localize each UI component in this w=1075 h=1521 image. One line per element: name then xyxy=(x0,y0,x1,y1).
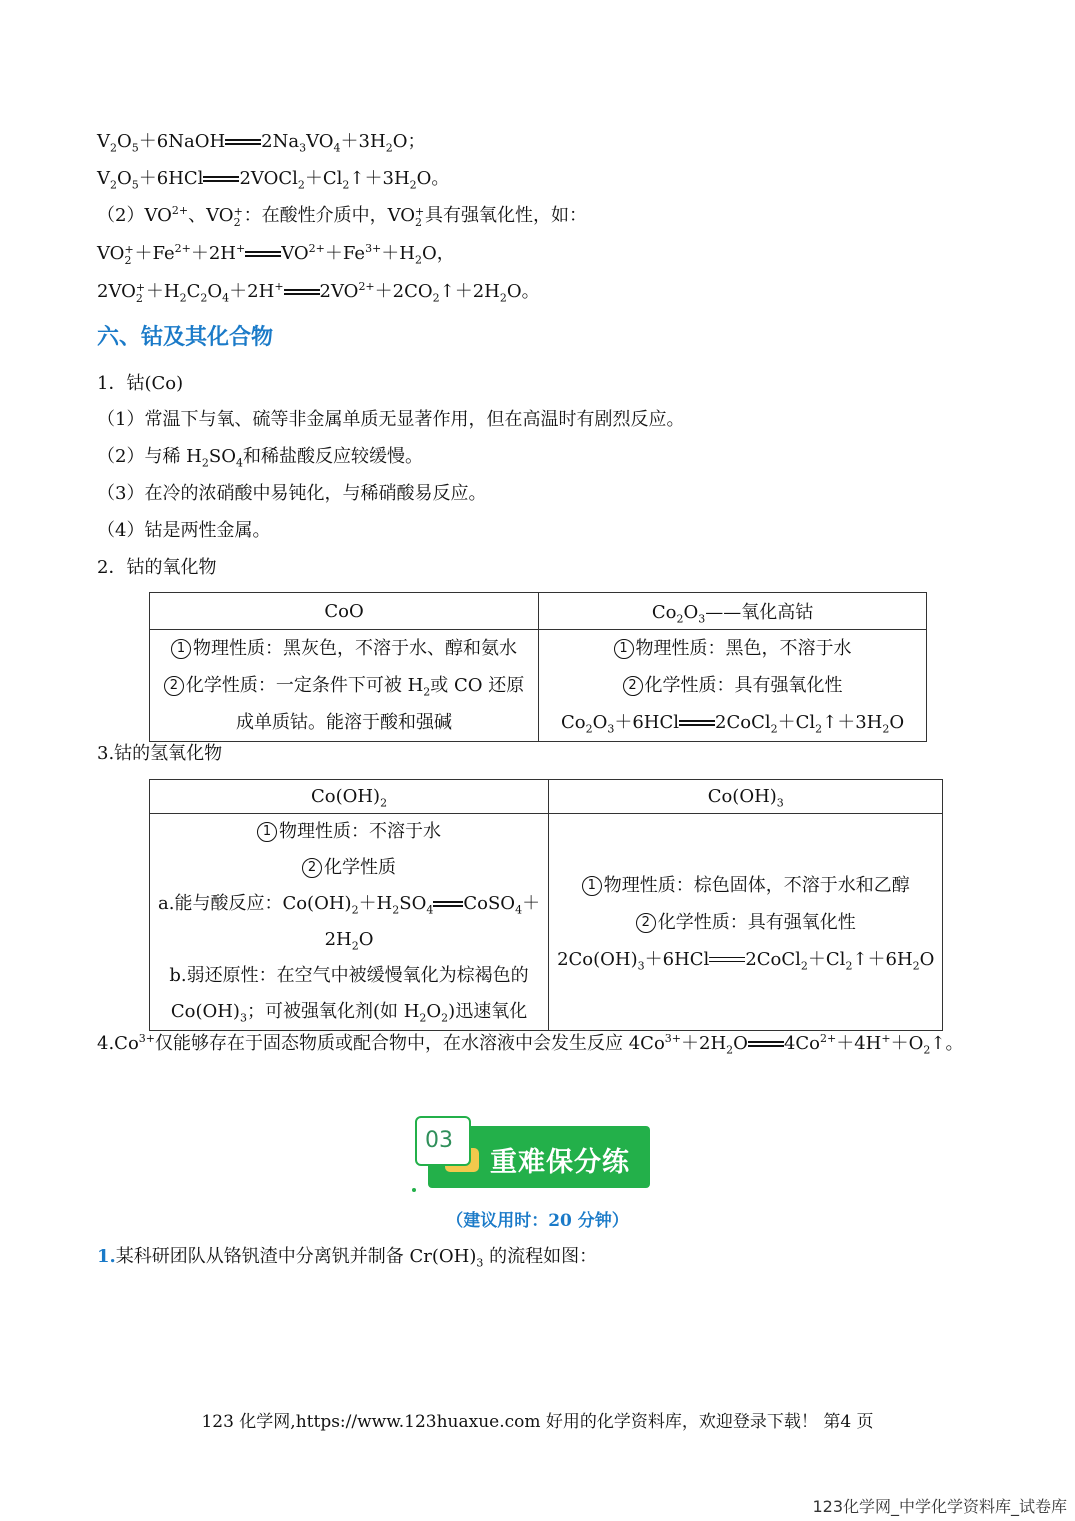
equation-vo2-fe: VO + 2 $+Fe^{2+}+2H^+$ $VO^{2+}+Fe^{3+}+H_2O$， xyxy=(97,242,455,267)
oxide-header-co2o3: $Co_2O_3——$氧化高钴 xyxy=(539,593,927,630)
hydroxide-cell-co-oh-2: 1 物理性质：不溶于水 2 化学性质 a.能与酸反应：$Co(OH)_2+H_2SO_4$ CoSO$_4$＋ $2H_2O$ b.弱还原性：在空气中被缓慢氧化为棕褐色的 $Co(OH)_3$；可被强氧化剂(如 $H_2O_2$)迅速氧化 xyxy=(150,814,549,1031)
question-1: 1.某科研团队从铬钒渣中分离钒并制备 $Cr(OH)_3$ 的流程如图： xyxy=(97,1246,598,1270)
question-number: 1. xyxy=(97,1246,116,1267)
oxide-table xyxy=(149,592,927,742)
badge-number-box xyxy=(415,1116,471,1166)
section-badge xyxy=(410,1108,660,1198)
equals-sign xyxy=(284,287,320,297)
cobalt-property-4: （4）钴是两性金属。 xyxy=(97,520,271,541)
oxide-header-coo: CoO xyxy=(150,593,539,630)
site-watermark: 123化学网_中学化学资料库_试卷库 xyxy=(812,1497,1067,1516)
hydroxide-table xyxy=(149,779,943,1031)
equals-sign xyxy=(203,174,239,184)
hydroxide-heading: 3.钴的氢氧化物 xyxy=(97,743,223,764)
cobalt-property-2: （2）与稀 $H_2SO_4$和稀盐酸反应较缓慢。 xyxy=(97,446,423,470)
equation-v2o5-naoh: $V_2O_5+6NaOH$ $2Na_3VO_4+3H_2O$； xyxy=(97,131,426,155)
equals-sign xyxy=(245,249,281,259)
badge-number: 03 xyxy=(425,1128,453,1153)
hydroxide-header-co-oh-3: $Co(OH)_3$ xyxy=(549,780,943,814)
badge-dot xyxy=(412,1188,416,1192)
hydroxide-cell-co-oh-3: 1 物理性质：棕色固体，不溶于水和乙醇 2 化学性质：具有强氧化性 $2Co(OH)_3+6HCl$ $2CoCl_2+Cl_2↑+6H_2O$ xyxy=(549,814,943,1031)
time-hint: （建议用时：20 分钟） xyxy=(446,1211,629,1231)
cobalt-property-3: （3）在冷的浓硝酸中易钝化，与稀硝酸易反应。 xyxy=(97,483,487,504)
oxide-cell-coo: 1 物理性质：黑灰色，不溶于水、醇和氨水 2 化学性质：一定条件下可被 $H_2$或 CO 还原 成单质钴。能溶于酸和强碱 xyxy=(150,630,539,742)
cobalt-property-1: （1）常温下与氧、硫等非金属单质无显著作用，但在高温时有剧烈反应。 xyxy=(97,409,685,430)
equals-sign xyxy=(225,137,261,147)
oxide-cell-co2o3: 1 物理性质：黑色，不溶于水 2 化学性质：具有强氧化性 $Co_2O_3+6HCl$ $2CoCl_2+Cl_2↑+3H_2O$ xyxy=(539,630,927,742)
badge-label: 重难保分练 xyxy=(490,1147,630,1178)
page-footer: 123 化学网,https://www.123huaxue.com 好用的化学资料库，欢迎登录下载！ 第4 页 xyxy=(201,1412,874,1432)
equation-vo2-oxalic: 2VO + 2 $+H_2C_2O_4+2H^+$ $2VO^{2+}+2CO_2↑+2H_2O$。 xyxy=(97,280,540,305)
equation-v2o5-hcl: $V_2O_5+6HCl$ $2VOCl_2+Cl_2↑+3H_2O$。 xyxy=(97,168,450,192)
section-title: 六、钴及其化合物 xyxy=(97,325,274,350)
oxide-heading: 2．钴的氧化物 xyxy=(97,557,217,578)
paragraph-vo2: $(2)VO^{2+}$、VO + 2 ：在酸性介质中，VO + 2 具有强氧化性，如： xyxy=(97,204,588,229)
cobalt-heading: 1．钴(Co) xyxy=(97,373,184,394)
cobalt3-paragraph: $4.Co^{3+}$仅能够存在于固态物质或配合物中，在水溶液中会发生反应 $4Co^{3+}+2H_2O$ $4Co^{2+}+4H^++O_2↑$。 xyxy=(97,1032,964,1057)
hydroxide-header-co-oh-2: $Co(OH)_2$ xyxy=(150,780,549,814)
